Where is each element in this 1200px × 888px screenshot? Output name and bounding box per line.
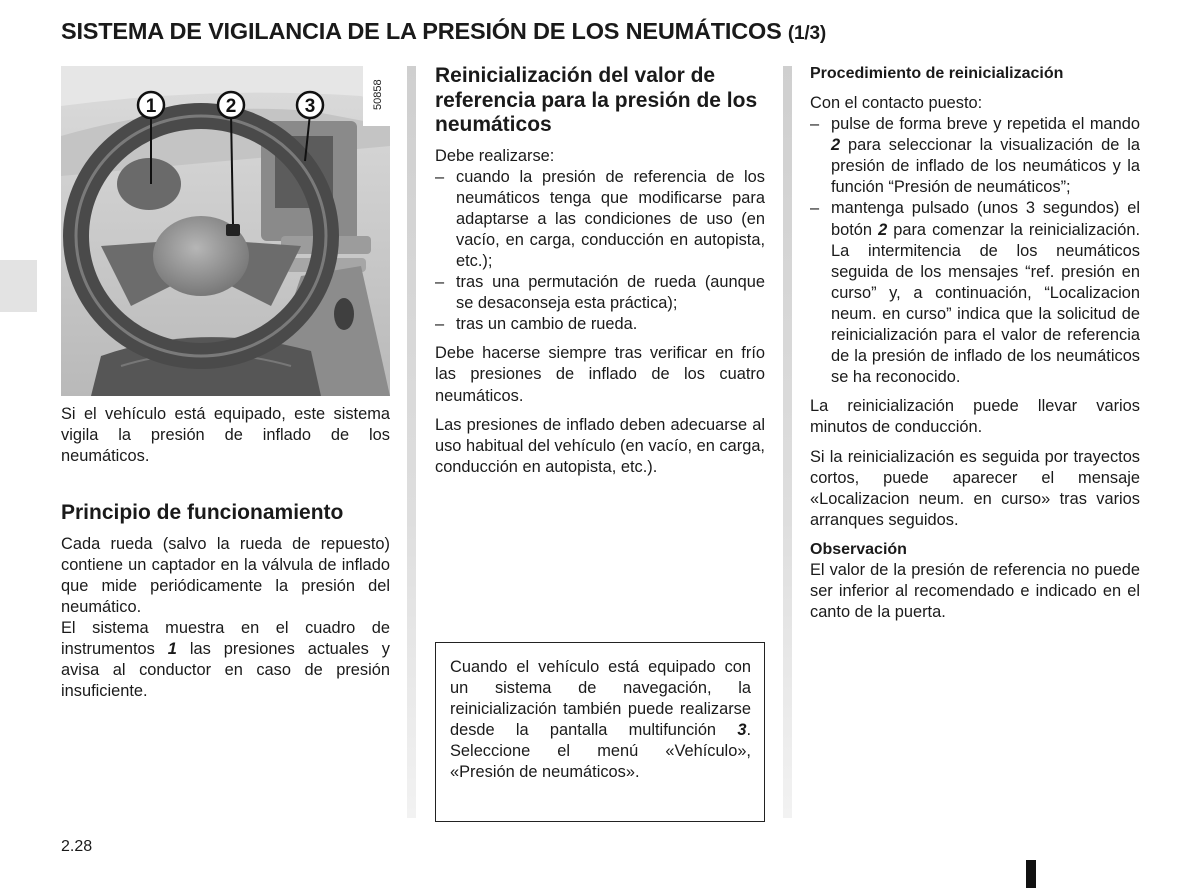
section-heading-procedure: Procedimiento de reinicialización [810, 65, 1064, 82]
column-divider [783, 66, 792, 818]
page-number: 2.28 [61, 838, 93, 855]
svg-text:2: 2 [225, 96, 237, 117]
callout-2 [218, 92, 244, 118]
right-column [810, 63, 1140, 623]
conditions-list [435, 167, 765, 336]
column-divider [407, 66, 416, 818]
reference-number: 1 [167, 640, 177, 659]
paragraph: Con el contacto puesto: [810, 94, 983, 112]
list-item: – cuando la presión de referencia de los neumáticos tenga que modificarse para adaptarse a las condiciones de uso (en vacío, en carga, conducción en autopista, etc.); [435, 167, 765, 272]
paragraph: Cada rueda (salvo la rueda de repuesto) contiene un captador en la válvula de inflado que mide periódicamente la presión del neumático. [61, 534, 390, 617]
callout-1 [138, 92, 164, 118]
list-item: – tras un cambio de rueda. [435, 314, 765, 335]
list-item: – tras una permutación de rueda (aunque se desaconseja esta práctica); [435, 272, 765, 314]
paragraph: La reinicialización puede llevar varios minutos de conducción. [810, 397, 1140, 437]
section-heading-principle: Principio de funcionamiento [61, 501, 344, 525]
section-tab [0, 260, 37, 312]
section-heading-reset: Reinicialización del valor de referencia para la presión de los neumáticos [435, 64, 758, 136]
list-item: – pulse de forma breve y repetida el mando 2 para seleccionar la visualización de la presión de inflado de los neumáticos y la función “Presión de neumáticos”; [810, 114, 1140, 198]
edge-marker [1026, 860, 1036, 888]
left-column [61, 404, 390, 703]
control-button [226, 224, 240, 236]
paragraph: Las presiones de inflado deben adecuarse al uso habitual del vehículo (en vacío, en carga, conducción en autopista, etc.). [435, 415, 765, 476]
page-title: SISTEMA DE VIGILANCIA DE LA PRESIÓN DE LOS NEUMÁTICOS (1/3) [61, 18, 826, 44]
figure-caption: Si el vehículo está equipado, este sistema vigila la presión de inflado de los neumáticos. [61, 405, 390, 466]
paragraph: El valor de la presión de referencia no puede ser inferior al recomendado e indicado en el canto de la puerta. [810, 560, 1140, 622]
instrument-cluster [117, 158, 181, 210]
list-item: – mantenga pulsado (unos 3 segundos) el botón 2 para comenzar la reinicialización. La intermitencia de los neumáticos seguida de los mensajes “ref. presión en curso” y, a continuación, “Localizacion neum. en curso” indica que la solicitud de reinicialización para el valor de referencia de la presión de inflado de los neumáticos se ha reconocido. [810, 198, 1140, 388]
navigation-note-box: Cuando el vehículo está equipado con un sistema de navegación, la reinicialización también puede realizarse desde la pantalla multifunción 3. Seleccione el menú «Vehículo», «Presión de neumáticos». [435, 642, 765, 822]
reference-number: 2 [878, 220, 888, 239]
paragraph: Debe realizarse: [435, 146, 555, 165]
paragraph: Debe hacerse siempre tras verificar en frío las presiones de inflado de los cuatro neumáticos. [435, 344, 765, 405]
svg-text:3: 3 [304, 96, 316, 117]
middle-column [435, 64, 765, 478]
reference-number: 2 [831, 136, 841, 155]
dashboard-illustration [61, 66, 390, 396]
paragraph: Si la reinicialización es seguida por trayectos cortos, puede aparecer el mensaje «Localizacion neum. en curso» tras varios arranques seguidos. [810, 447, 1140, 529]
dashboard-drawing [61, 66, 390, 396]
observation-heading: Observación [810, 540, 907, 558]
figure-code: 50858 [372, 79, 384, 110]
page-part: (1/3) [787, 23, 826, 44]
callout-3 [297, 92, 323, 118]
reference-number: 3 [737, 721, 747, 740]
procedure-list [810, 114, 1140, 388]
svg-text:1: 1 [145, 96, 157, 117]
paragraph: El sistema muestra en el cuadro de instrumentos 1 las presiones actuales y avisa al conductor en caso de presión insuficiente. [61, 619, 391, 701]
